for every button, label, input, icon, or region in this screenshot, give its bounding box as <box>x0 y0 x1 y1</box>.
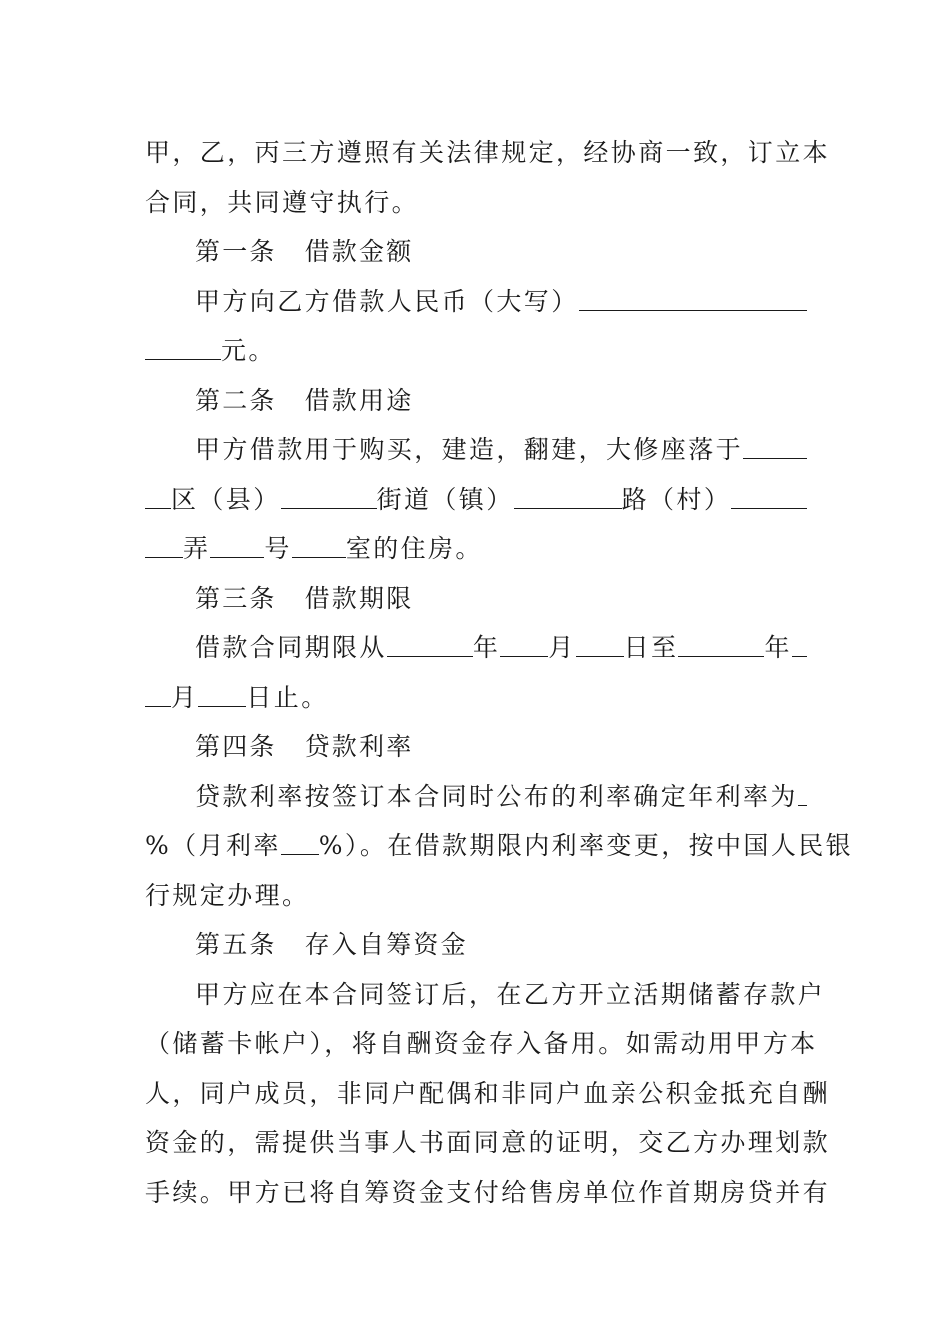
article-5-number: 第五条 <box>195 930 277 959</box>
lane-blank[interactable] <box>210 524 264 558</box>
annual-rate-blank[interactable] <box>798 772 807 806</box>
article-3-line-2 <box>145 673 807 723</box>
article-5-line-4: 资金的，需提供当事人书面同意的证明，交乙方办理划款 <box>145 1128 831 1157</box>
article-5-line-2: （储蓄卡帐户），将自酬资金存入备用。如需动用甲方本 <box>145 1029 818 1058</box>
article-3-text-a: 借款合同期限从 <box>195 633 387 662</box>
start-year-blank[interactable] <box>387 623 473 657</box>
article-1-line-1 <box>195 277 807 327</box>
street-label: 街道（镇） <box>376 485 514 514</box>
article-3-number: 第三条 <box>195 584 277 613</box>
article-5-line-1: 甲方应在本合同签订后，在乙方开立活期储蓄存款户 <box>195 980 826 1009</box>
article-2-line-1 <box>195 425 807 475</box>
article-3-heading <box>195 574 807 624</box>
end-month-label: 月 <box>171 683 199 712</box>
article-4-text-b1: %（月利率 <box>145 831 281 860</box>
article-4-text-b2: %）。在借款期限内利率变更，按中国人民银 <box>318 831 854 860</box>
intro-line-2: 合同，共同遵守执行。 <box>145 188 420 217</box>
article-4-number: 第四条 <box>195 732 277 761</box>
article-1-text-b: 元。 <box>221 336 276 365</box>
number-label: 号 <box>264 534 292 563</box>
article-1-text-a: 甲方向乙方借款人民币（大写） <box>195 287 579 316</box>
end-month-blank[interactable] <box>792 623 807 657</box>
amount-blank[interactable] <box>579 277 807 311</box>
intro-line-1: 甲，乙，丙三方遵照有关法律规定，经协商一致，订立本 <box>145 138 831 167</box>
location-blank-cont[interactable] <box>145 475 171 509</box>
article-1-line-2 <box>145 326 807 376</box>
article-4-text-a: 贷款利率按签订本合同时公布的利率确定年利率为 <box>195 782 798 811</box>
article-2-text-a: 甲方借款用于购买，建造，翻建，大修座落于 <box>195 435 744 464</box>
amount-blank-cont[interactable] <box>145 326 221 360</box>
article-2-title: 借款用途 <box>304 386 414 415</box>
article-1-title: 借款金额 <box>304 237 414 266</box>
day-to-label: 日至 <box>623 633 679 662</box>
article-5-title: 存入自筹资金 <box>304 930 468 959</box>
district-label: 区（县） <box>171 485 281 514</box>
end-year-label: 年 <box>764 633 792 662</box>
article-1-number: 第一条 <box>195 237 277 266</box>
article-2-line-3 <box>145 524 807 574</box>
road-label: 路（村） <box>621 485 732 514</box>
article-4-line-1 <box>195 772 807 822</box>
start-year-label: 年 <box>472 633 501 662</box>
end-label: 日止。 <box>246 683 329 712</box>
end-day-blank[interactable] <box>198 673 246 707</box>
lane-label: 弄 <box>183 534 211 563</box>
article-4-heading <box>195 722 807 772</box>
start-day-blank[interactable] <box>576 623 624 657</box>
article-5-line-5: 手续。甲方已将自筹资金支付给售房单位作首期房贷并有 <box>145 1178 831 1207</box>
district-blank[interactable] <box>281 475 377 509</box>
article-5-heading <box>195 920 807 970</box>
road-blank[interactable] <box>731 475 807 509</box>
road-blank-cont[interactable] <box>145 524 183 558</box>
article-4-line-3: 行规定办理。 <box>145 881 310 910</box>
article-2-heading <box>195 376 807 426</box>
article-5-line-3: 人，同户成员，非同户配偶和非同户血亲公积金抵充自酬 <box>145 1079 831 1108</box>
article-4-title: 贷款利率 <box>304 732 414 761</box>
article-3-title: 借款期限 <box>304 584 414 613</box>
room-label: 室的住房。 <box>345 534 483 563</box>
article-2-line-2 <box>145 475 807 525</box>
monthly-rate-blank[interactable] <box>281 821 319 855</box>
article-3-line-1 <box>195 623 807 673</box>
article-1-heading <box>195 227 807 277</box>
location-blank[interactable] <box>743 425 807 459</box>
article-4-line-2 <box>145 821 854 871</box>
end-year-blank[interactable] <box>678 623 764 657</box>
start-month-blank[interactable] <box>500 623 548 657</box>
start-month-label: 月 <box>548 633 576 662</box>
article-2-number: 第二条 <box>195 386 277 415</box>
street-blank[interactable] <box>514 475 622 509</box>
number-blank[interactable] <box>292 524 346 558</box>
end-month-blank-cont[interactable] <box>145 673 171 707</box>
